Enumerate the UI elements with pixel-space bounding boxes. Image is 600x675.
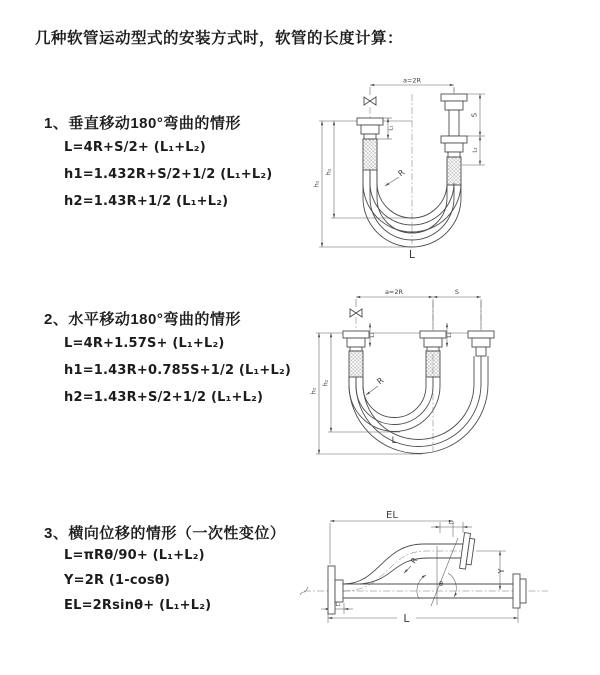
section-3-formula-L: L=πRθ/90+ (L₁+L₂) xyxy=(64,548,205,563)
dim-label-h2: h₂ xyxy=(321,379,330,387)
dim-label-l1: L₁ xyxy=(335,602,341,608)
dim-label-el: EL xyxy=(386,510,398,521)
centerlines xyxy=(370,88,454,244)
section-2-formula-h1: h1=1.43R+0.785S+1/2 (L₁+L₂) xyxy=(64,363,292,378)
dim-label-length: L xyxy=(391,436,397,446)
dim-label-radius: R xyxy=(375,375,386,387)
dim-label-radius: R xyxy=(396,167,407,179)
dim-label-a2r: a=2R xyxy=(402,76,422,85)
dim-label-l2: L₂ xyxy=(448,520,455,526)
section-1-formula-h1: h1=1.432R+S/2+1/2 (L₁+L₂) xyxy=(64,167,273,182)
section-3-heading: 3、横向位移的情形（一次性变位） xyxy=(44,525,286,542)
diagram-vertical-180-bend xyxy=(312,72,597,267)
left-pipe-connector xyxy=(357,118,383,170)
radius-leader-line xyxy=(366,386,378,395)
section-2-heading: 2、水平移动180°弯曲的情形 xyxy=(44,311,241,328)
dim-label-length: L xyxy=(403,612,410,625)
section-3-formula-EL: EL=2Rsinθ+ (L₁+L₂) xyxy=(64,598,212,613)
radius-leader-line xyxy=(385,177,399,186)
dim-label-length: L xyxy=(408,248,416,261)
section-3-formula-Y: Y=2R (1-cosθ) xyxy=(64,573,171,588)
dim-label-h1: h₁ xyxy=(312,180,321,188)
dim-label-radius: R xyxy=(408,555,420,566)
angle-arc-arrows xyxy=(417,573,456,599)
section-1-heading: 1、垂直移动180°弯曲的情形 xyxy=(44,115,241,132)
right-pipe-connector xyxy=(468,331,494,356)
dim-label-shift-s: S xyxy=(454,288,460,296)
dim-label-l2: L₂ xyxy=(472,147,479,153)
dim-label-l1: L₁ xyxy=(388,125,395,131)
page-title: 几种软管运动型式的安装方式时，软管的长度计算： xyxy=(35,30,404,47)
valve-icon xyxy=(350,309,362,317)
upper-right-flange xyxy=(460,533,476,570)
section-2-formula-h2: h2=1.43R+S/2+1/2 (L₁+L₂) xyxy=(64,390,264,405)
hose-u-bends xyxy=(349,356,488,454)
dim-label-a2r: a=2R xyxy=(384,288,404,296)
lower-right-flange xyxy=(513,574,526,608)
dim-label-h2: h₂ xyxy=(324,168,333,176)
hose-s-curve xyxy=(343,544,463,584)
right-pipe-connector xyxy=(441,94,467,185)
dim-label-h1: h₁ xyxy=(310,387,318,395)
dim-label-y: Y xyxy=(497,568,506,574)
diagram-lateral-displacement xyxy=(300,506,600,656)
dimension-lines xyxy=(321,521,518,618)
extension-lines xyxy=(328,522,518,623)
dimension-lines xyxy=(319,297,481,454)
dim-label-l1: L₁ xyxy=(370,332,376,338)
middle-pipe-connector xyxy=(420,331,446,377)
left-pipe-connector xyxy=(343,331,369,377)
section-2-formula-L: L=4R+1.57S+ (L₁+L₂) xyxy=(64,336,225,351)
section-1-formula-L: L=4R+S/2+ (L₁+L₂) xyxy=(64,140,206,155)
valve-icon xyxy=(364,97,376,105)
dim-label-l2: L₂ xyxy=(447,332,453,338)
dim-label-s: S xyxy=(470,112,479,118)
dim-label-theta: θ xyxy=(439,580,443,588)
diagram-horizontal-180-bend xyxy=(310,283,600,468)
section-1-formula-h2: h2=1.43R+1/2 (L₁+L₂) xyxy=(64,194,229,209)
radius-leader-line xyxy=(404,566,411,573)
